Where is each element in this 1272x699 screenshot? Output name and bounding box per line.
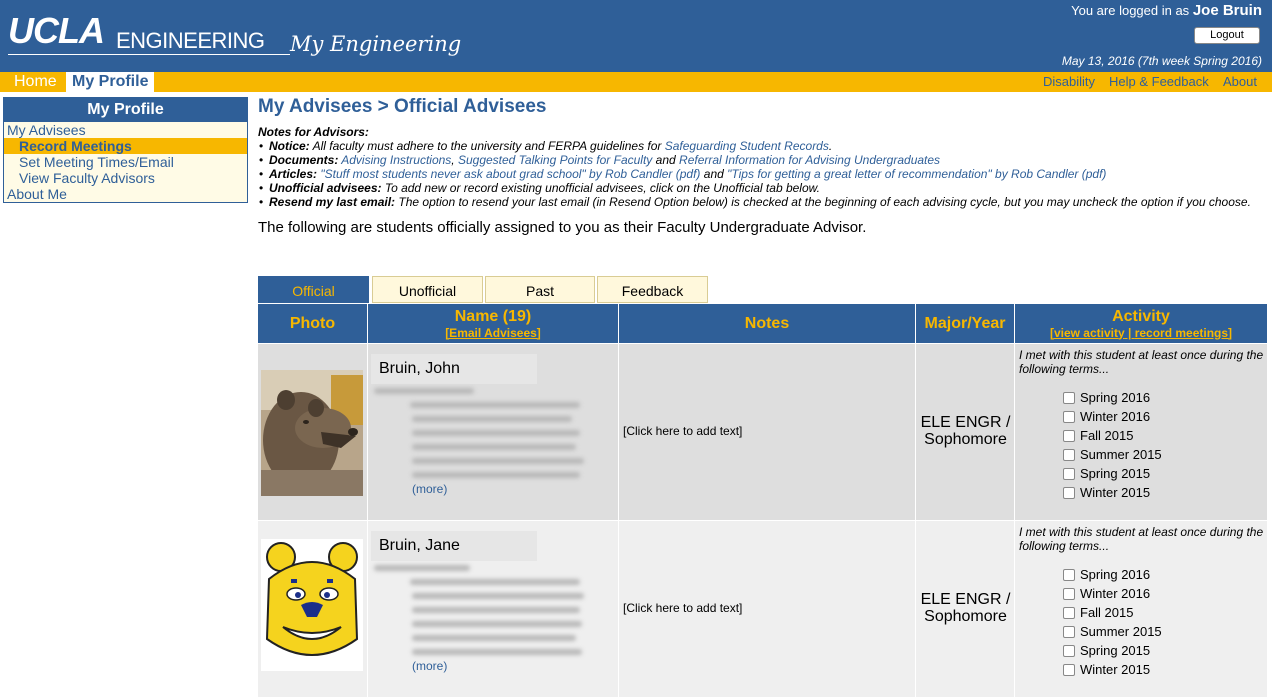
talking-points-link[interactable]: Suggested Talking Points for Faculty bbox=[457, 153, 653, 167]
nav-home[interactable]: Home bbox=[14, 73, 57, 90]
term-spring-2016[interactable] bbox=[1063, 567, 1150, 583]
major: ELE ENGR / bbox=[920, 414, 1011, 431]
name-cell bbox=[368, 521, 619, 698]
ucla-logo[interactable]: UCLA bbox=[8, 10, 104, 51]
advising-instructions-link[interactable]: Advising Instructions bbox=[341, 153, 452, 167]
term-label: Summer 2015 bbox=[1080, 447, 1162, 462]
notes-header: Notes for Advisors: bbox=[258, 125, 369, 139]
activity-intro: I met with this student at least once during the following terms... bbox=[1019, 525, 1264, 553]
major-cell bbox=[916, 521, 1015, 698]
notice-text: All faculty must adhere to the university and FERPA guidelines for bbox=[312, 139, 662, 153]
notes-placeholder[interactable]: [Click here to add text] bbox=[623, 601, 743, 615]
notes-cell[interactable] bbox=[619, 521, 916, 698]
year: Sophomore bbox=[924, 431, 1007, 448]
photo-cell bbox=[258, 344, 368, 521]
term-winter-2016[interactable] bbox=[1063, 586, 1150, 602]
documents-label: Documents: bbox=[269, 153, 339, 167]
term-checkbox[interactable] bbox=[1063, 430, 1075, 442]
term-label: Spring 2016 bbox=[1080, 390, 1151, 405]
student-name[interactable]: Bruin, John bbox=[371, 354, 537, 384]
view-activity-link[interactable]: [view activity bbox=[1049, 325, 1125, 340]
note-articles bbox=[258, 167, 1268, 181]
activity-intro: I met with this student at least once during the following terms... bbox=[1019, 348, 1264, 376]
term-checkbox[interactable] bbox=[1063, 664, 1075, 676]
major-year bbox=[916, 414, 1015, 448]
term-label: Winter 2015 bbox=[1080, 485, 1151, 500]
col-activity-label: Activity bbox=[1112, 307, 1170, 325]
sidebar bbox=[3, 97, 248, 203]
table-row bbox=[258, 344, 1268, 521]
notes-cell[interactable] bbox=[619, 344, 916, 521]
redacted-details bbox=[374, 561, 598, 661]
col-notes-label: Notes bbox=[744, 314, 790, 332]
sidebar-item-record-meetings[interactable]: Record Meetings bbox=[4, 138, 247, 154]
term-checkbox[interactable] bbox=[1063, 487, 1075, 499]
note-notice: • Notice: All faculty must adhere to the university and FERPA guidelines for Safeguarding Student Records. bbox=[258, 139, 1268, 153]
activity-cell bbox=[1015, 344, 1268, 521]
photo-cell bbox=[258, 521, 368, 698]
term-label: Fall 2015 bbox=[1080, 428, 1134, 443]
tab-official[interactable]: Official bbox=[258, 276, 369, 303]
documents-and: and bbox=[655, 153, 676, 167]
tab-unofficial[interactable]: Unofficial bbox=[372, 276, 483, 303]
logo-underline bbox=[8, 54, 290, 55]
term-checkbox[interactable] bbox=[1063, 411, 1075, 423]
grad-school-article-link[interactable]: "Stuff most students never ask about grad school" by Rob Candler (pdf) bbox=[320, 167, 701, 181]
term-label: Winter 2016 bbox=[1080, 586, 1151, 601]
main-nav bbox=[0, 72, 1272, 92]
advisees-table bbox=[258, 304, 1268, 698]
col-header-activity bbox=[1015, 304, 1268, 344]
activity-cell bbox=[1015, 521, 1268, 698]
activity-link-separator: | bbox=[1124, 325, 1135, 340]
term-label: Spring 2016 bbox=[1080, 567, 1151, 582]
table-header-row bbox=[258, 304, 1268, 344]
note-documents: • Documents: Advising Instructions, Suggested Talking Points for Faculty and Referral Information for Advising Undergraduates bbox=[258, 153, 1268, 167]
logout-button[interactable]: Logout bbox=[1194, 27, 1260, 44]
student-photo[interactable] bbox=[261, 539, 363, 665]
my-engineering-title: My Engineering bbox=[290, 32, 462, 56]
nav-disability[interactable]: Disability bbox=[1043, 74, 1096, 89]
unofficial-text: To add new or record existing unofficial advisees, click on the Unofficial tab below. bbox=[384, 181, 820, 195]
term-label: Fall 2015 bbox=[1080, 605, 1134, 620]
student-photo[interactable] bbox=[261, 370, 363, 496]
more-link[interactable]: (more) bbox=[412, 482, 448, 496]
term-label: Winter 2016 bbox=[1080, 409, 1151, 424]
term-checkbox[interactable] bbox=[1063, 468, 1075, 480]
table-row bbox=[258, 521, 1268, 698]
referral-info-link[interactable]: Referral Information for Advising Undergraduates bbox=[679, 153, 941, 167]
col-name-label: Name (19) bbox=[454, 307, 532, 325]
recommendation-article-link[interactable]: "Tips for getting a great letter of recommendation" by Rob Candler (pdf) bbox=[727, 167, 1107, 181]
sidebar-item-view-faculty-advisors[interactable]: View Faculty Advisors bbox=[19, 170, 155, 186]
term-winter-2015[interactable] bbox=[1063, 485, 1150, 501]
year: Sophomore bbox=[924, 608, 1007, 625]
tab-past[interactable]: Past bbox=[485, 276, 595, 303]
more-link[interactable]: (more) bbox=[412, 659, 448, 673]
term-winter-2016[interactable] bbox=[1063, 409, 1150, 425]
term-checkbox[interactable] bbox=[1063, 569, 1075, 581]
term-winter-2015[interactable] bbox=[1063, 662, 1150, 678]
advisor-notes bbox=[258, 125, 1268, 209]
intro-text: The following are students officially assigned to you as their Faculty Undergraduate Advisor. bbox=[258, 219, 867, 236]
major-year bbox=[916, 591, 1015, 625]
login-prefix: You are logged in as bbox=[1071, 3, 1190, 18]
notes-placeholder[interactable]: [Click here to add text] bbox=[623, 424, 743, 438]
nav-help-feedback[interactable]: Help & Feedback bbox=[1109, 74, 1209, 89]
unofficial-label: Unofficial advisees: bbox=[269, 181, 382, 195]
articles-and: and bbox=[703, 167, 724, 181]
term-checkbox[interactable] bbox=[1063, 607, 1075, 619]
major-cell bbox=[916, 344, 1015, 521]
email-advisees-link[interactable]: [Email Advisees] bbox=[445, 325, 541, 340]
sidebar-item-my-advisees[interactable]: My Advisees bbox=[7, 122, 86, 138]
note-unofficial bbox=[258, 181, 1268, 195]
term-spring-2016[interactable] bbox=[1063, 390, 1150, 406]
login-status bbox=[1071, 2, 1262, 19]
resend-text: The option to resend your last email (in Resend Option below) is checked at the beginning of each advising cycle, but you may uncheck the option if you choose. bbox=[398, 195, 1251, 209]
term-checkbox[interactable] bbox=[1063, 645, 1075, 657]
engineering-logo[interactable]: ENGINEERING bbox=[116, 28, 265, 53]
resend-label: Resend my last email: bbox=[269, 195, 396, 209]
term-checkbox[interactable] bbox=[1063, 626, 1075, 638]
sidebar-title: My Profile bbox=[4, 98, 247, 122]
bear-statue-image bbox=[261, 370, 363, 496]
nav-my-profile[interactable]: My Profile bbox=[66, 72, 154, 92]
term-fall-2015[interactable] bbox=[1063, 605, 1133, 621]
activity-links bbox=[1015, 326, 1267, 340]
term-checkbox[interactable] bbox=[1063, 449, 1075, 461]
col-header-major bbox=[916, 304, 1015, 344]
col-header-photo bbox=[258, 304, 368, 344]
header bbox=[0, 0, 1272, 72]
main-content bbox=[258, 96, 1268, 236]
term-checkbox[interactable] bbox=[1063, 588, 1075, 600]
term-label: Winter 2015 bbox=[1080, 662, 1151, 677]
term-checkbox[interactable] bbox=[1063, 392, 1075, 404]
term-spring-2015[interactable] bbox=[1063, 466, 1150, 482]
bear-mascot-image bbox=[261, 539, 363, 671]
redacted-details bbox=[374, 384, 598, 484]
page-title: My Advisees > Official Advisees bbox=[258, 96, 547, 117]
name-cell bbox=[368, 344, 619, 521]
note-resend bbox=[258, 195, 1268, 209]
user-name: Joe Bruin bbox=[1192, 2, 1262, 19]
col-header-notes bbox=[619, 304, 916, 344]
tab-feedback[interactable]: Feedback bbox=[597, 276, 708, 303]
term-label: Spring 2015 bbox=[1080, 466, 1151, 481]
record-meetings-link[interactable]: record meetings] bbox=[1134, 325, 1233, 340]
header-date: May 13, 2016 (7th week Spring 2016) bbox=[1061, 54, 1262, 68]
term-fall-2015[interactable] bbox=[1063, 428, 1133, 444]
term-label: Summer 2015 bbox=[1080, 624, 1162, 639]
col-major-label: Major/Year bbox=[924, 314, 1006, 332]
articles-label: Articles: bbox=[269, 167, 318, 181]
safeguarding-link[interactable]: Safeguarding Student Records bbox=[664, 139, 829, 153]
nav-about[interactable]: About bbox=[1223, 74, 1257, 89]
major: ELE ENGR / bbox=[920, 591, 1011, 608]
term-label: Spring 2015 bbox=[1080, 643, 1151, 658]
term-summer-2015[interactable] bbox=[1063, 624, 1162, 640]
col-header-name bbox=[368, 304, 619, 344]
term-summer-2015[interactable] bbox=[1063, 447, 1162, 463]
sidebar-item-set-meeting-times[interactable]: Set Meeting Times/Email bbox=[19, 154, 174, 170]
student-name[interactable]: Bruin, Jane bbox=[371, 531, 537, 561]
sidebar-item-about-me[interactable]: About Me bbox=[7, 186, 67, 202]
notice-label: Notice: bbox=[269, 139, 310, 153]
term-spring-2015[interactable] bbox=[1063, 643, 1150, 659]
col-photo-label: Photo bbox=[289, 314, 336, 332]
advisee-tabs bbox=[258, 276, 1268, 304]
